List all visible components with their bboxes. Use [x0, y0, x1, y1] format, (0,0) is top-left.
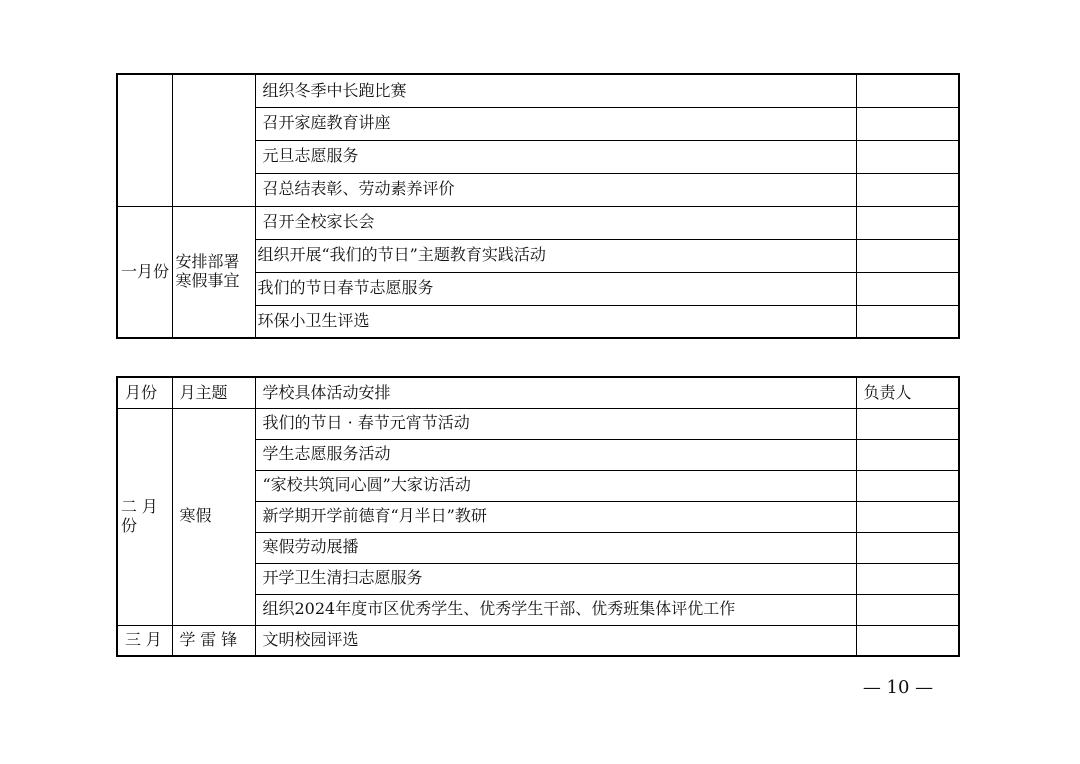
owner-cell [856, 532, 959, 563]
activity-cell: 我们的节日 · 春节元宵节活动 [255, 408, 856, 439]
theme-cell: 寒假 [172, 408, 255, 625]
owner-cell [856, 305, 959, 338]
month-cell: 三月 [117, 625, 172, 656]
activity-cell: 召总结表彰、劳动素养评价 [255, 173, 856, 206]
activity-cell: 我们的节日春节志愿服务 [255, 272, 856, 305]
owner-cell [856, 625, 959, 656]
table-header-row [117, 377, 959, 408]
activity-cell: 文明校园评选 [255, 625, 856, 656]
theme-cell: 安排部署寒假事宜 [172, 206, 255, 338]
owner-cell [856, 470, 959, 501]
owner-cell [856, 206, 959, 239]
activity-cell: 学生志愿服务活动 [255, 439, 856, 470]
activity-cell: 环保小卫生评选 [255, 305, 856, 338]
header-activities: 学校具体活动安排 [255, 377, 856, 408]
month-cell: 一月份 [117, 206, 172, 338]
header-month: 月份 [117, 377, 172, 408]
header-theme: 月主题 [172, 377, 255, 408]
owner-cell [856, 563, 959, 594]
month-cell-empty [117, 74, 172, 206]
activity-cell: 组织开展“我们的节日”主题教育实践活动 [255, 239, 856, 272]
owner-cell [856, 173, 959, 206]
owner-cell [856, 239, 959, 272]
owner-cell [856, 272, 959, 305]
activity-cell: 元旦志愿服务 [255, 140, 856, 173]
activity-cell: 新学期开学前德育“月半日”教研 [255, 501, 856, 532]
table-row [117, 206, 959, 239]
activity-cell: “家校共筑同心圆”大家访活动 [255, 470, 856, 501]
owner-cell [856, 74, 959, 107]
table-row [117, 625, 959, 656]
month-cell: 二月份 [117, 408, 172, 625]
schedule-table-continued [116, 73, 960, 339]
activity-cell: 组织冬季中长跑比赛 [255, 74, 856, 107]
owner-cell [856, 107, 959, 140]
owner-cell [856, 408, 959, 439]
schedule-table [116, 376, 960, 657]
table-row [117, 74, 959, 107]
table-row [117, 408, 959, 439]
theme-cell: 学雷锋 [172, 625, 255, 656]
page-number: — 10 — [862, 677, 934, 698]
activity-cell: 召开家庭教育讲座 [255, 107, 856, 140]
theme-cell-empty [172, 74, 255, 206]
activity-cell: 寒假劳动展播 [255, 532, 856, 563]
owner-cell [856, 439, 959, 470]
activity-cell: 开学卫生清扫志愿服务 [255, 563, 856, 594]
owner-cell [856, 594, 959, 625]
activity-cell: 召开全校家长会 [255, 206, 856, 239]
owner-cell [856, 140, 959, 173]
activity-cell: 组织2024年度市区优秀学生、优秀学生干部、优秀班集体评优工作 [255, 594, 856, 625]
header-owner: 负责人 [856, 377, 959, 408]
owner-cell [856, 501, 959, 532]
